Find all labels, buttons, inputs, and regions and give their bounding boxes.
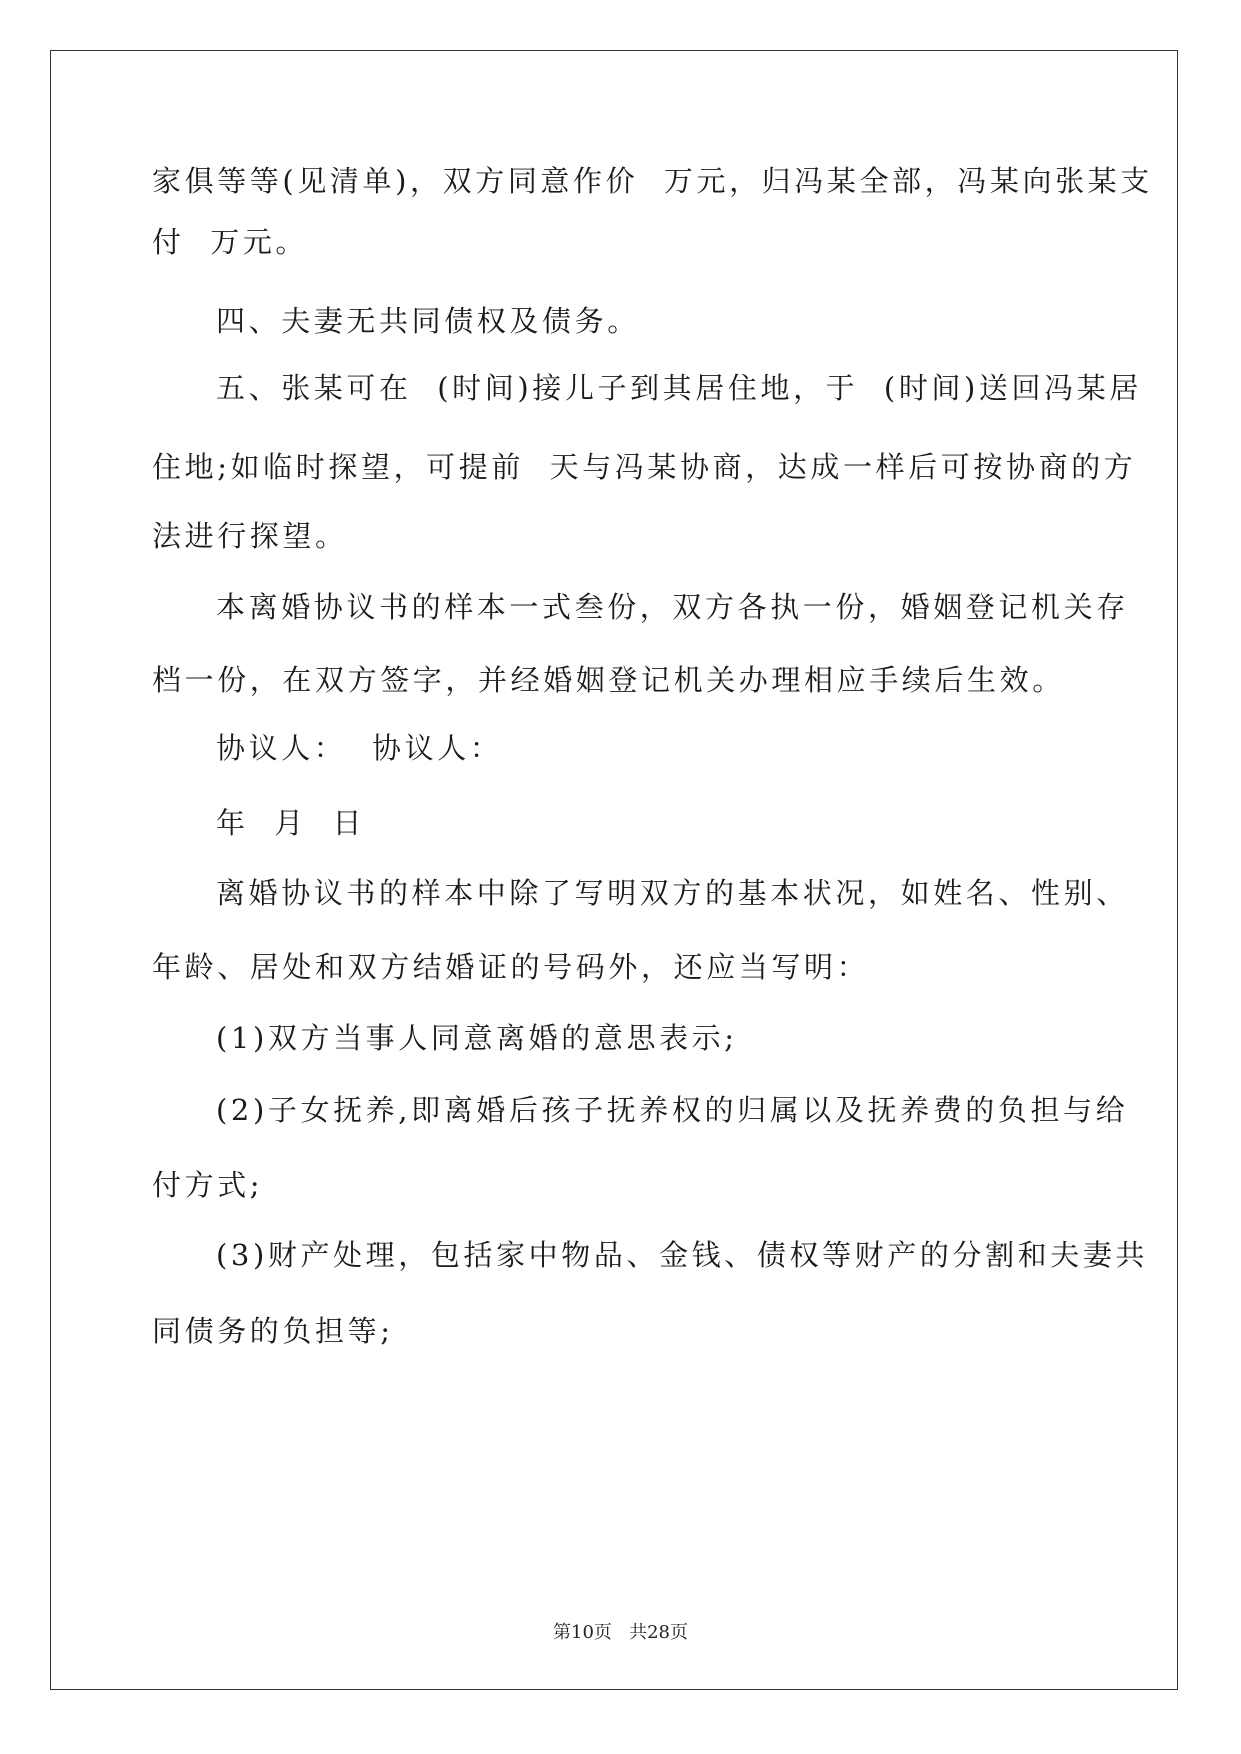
page-footer	[0, 1618, 1241, 1644]
paragraph-line: 住地;如临时探望，可提前 天与冯某协商，达成一样后可按协商的方	[152, 450, 1137, 484]
page-number: 第10页 共28页	[553, 1622, 688, 1643]
paragraph-line: 付 万元。	[152, 225, 309, 259]
paragraph-line: 四、夫妻无共同债权及债务。	[216, 304, 640, 338]
paragraph-line: 法进行探望。	[152, 519, 348, 553]
list-item: (3)财产处理，包括家中物品、金钱、债权等财产的分割和夫妻共	[216, 1238, 1149, 1272]
paragraph-line: 五、张某可在 (时间)接儿子到其居住地，于 (时间)送回冯某居	[216, 371, 1142, 405]
paragraph-line: 档一份，在双方签字，并经婚姻登记机关办理相应手续后生效。	[152, 663, 1065, 697]
paragraph-line: 家俱等等(见清单)，双方同意作价 万元，归冯某全部，冯某向张某支	[152, 164, 1153, 198]
page-border	[50, 50, 1178, 1690]
paragraph-line: 离婚协议书的样本中除了写明双方的基本状况，如姓名、性别、	[216, 876, 1129, 910]
list-item: (2)子女抚养,即离婚后孩子抚养权的归属以及抚养费的负担与给	[216, 1093, 1129, 1127]
list-item: (1)双方当事人同意离婚的意思表示;	[216, 1021, 738, 1055]
paragraph-line: 本离婚协议书的样本一式叁份，双方各执一份，婚姻登记机关存	[216, 590, 1129, 624]
date-line: 年 月 日	[216, 806, 366, 840]
paragraph-line: 同债务的负担等;	[152, 1314, 394, 1348]
paragraph-line: 付方式;	[152, 1168, 264, 1202]
paragraph-line: 年龄、居处和双方结婚证的号码外，还应当写明：	[152, 950, 870, 984]
signature-line: 协议人： 协议人：	[216, 731, 503, 765]
